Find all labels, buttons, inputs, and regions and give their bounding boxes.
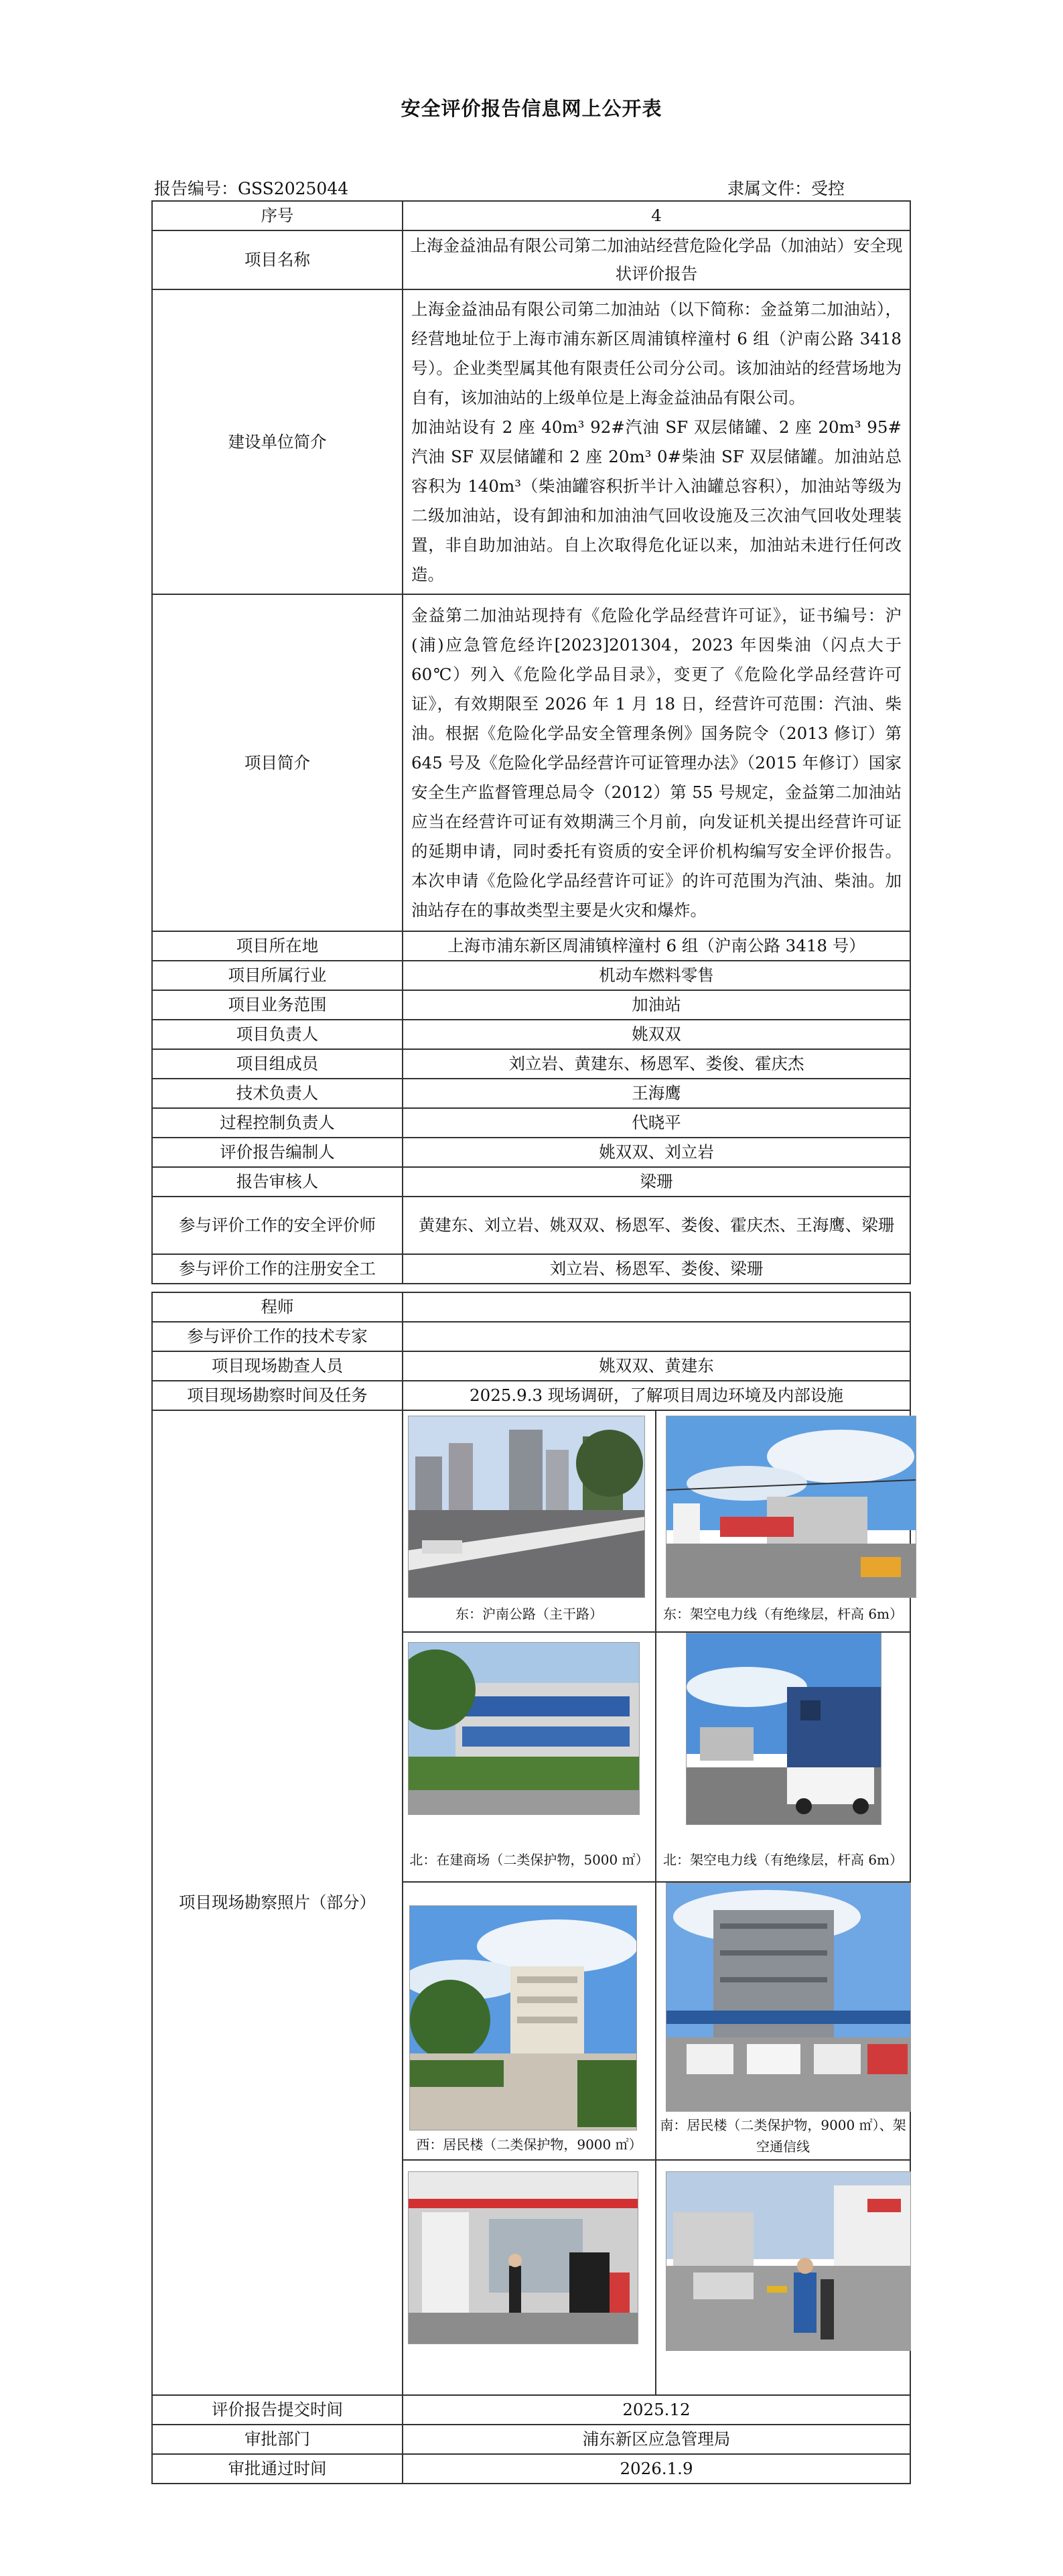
table-row xyxy=(152,201,910,230)
table-row xyxy=(152,2425,910,2454)
photo-east-power-line xyxy=(666,1416,916,1598)
row-value: 加油站 xyxy=(403,990,910,1020)
row-label: 项目简介 xyxy=(152,594,403,931)
photo-west-residential xyxy=(409,1905,637,2130)
table-row xyxy=(152,931,910,961)
row-value: 2025.9.3 现场调研，了解项目周边环境及内部设施 xyxy=(403,1381,910,1410)
row-value: 姚双双、黄建东 xyxy=(403,1351,910,1381)
photo-north-power-line xyxy=(686,1633,881,1825)
photo-cell xyxy=(403,1633,656,1883)
row-label: 参与评价工作的安全评价师 xyxy=(152,1197,403,1254)
row-label: 过程控制负责人 xyxy=(152,1108,403,1138)
row-value: 姚双双、刘立岩 xyxy=(403,1138,910,1167)
photo-station-interior xyxy=(408,2171,638,2344)
builder-intro-p2: 加油站设有 2 座 40m³ 92#汽油 SF 双层储罐、2 座 20m³ 95#汽油 SF 双层储罐和 2 座 20m³ 0#柴油 SF 双层储罐。加油站总容积为 140m³（柴油罐容积折半计入油罐总容积），加油站等级为二级加油站，设有卸油和加油油气回收设施及三次油气回收处理装置，非自助加油站。自上次取得危化证以来，加油站未进行任何改造。 xyxy=(411,417,902,584)
photo-north-mall xyxy=(408,1642,640,1815)
row-value: 金益第二加油站现持有《危险化学品经营许可证》，证书编号：沪(浦)应急管危经许[2023]201304，2023 年因柴油（闪点大于 60℃）列入《危险化学品目录》，变更了《危险化学品经营许可证》，有效期限至 2026 年 1 月 18 日，经营许可范围：汽油、柴油。根据《危险化学品安全管理条例》国务院令（2013 修订）第 645 号及《危险化学品经营许可证管理办法》（2015 年修订）国家安全生产监督管理总局令（2012）第 55 号规定，金益第二加油站应当在经营许可证有效期满三个月前，向发证机关提出经营许可证的延期申请，同时委托有资质的安全评价机构编写安全评价报告。本次申请《危险化学品经营许可证》的许可范围为汽油、柴油。加油站存在的事故类型主要是火灾和爆炸。 xyxy=(403,594,910,931)
photo-station-worker-image xyxy=(666,2172,910,2350)
row-value: 刘立岩、黄建东、杨恩军、娄俊、霍庆杰 xyxy=(403,1049,910,1079)
info-table-1 xyxy=(151,200,911,1284)
row-value: 姚双双 xyxy=(403,1020,910,1049)
photo-caption: 西：居民楼（二类保护物，9000 ㎡） xyxy=(416,2137,642,2153)
row-value xyxy=(403,1322,910,1351)
row-value: 代晓平 xyxy=(403,1108,910,1138)
row-label: 项目业务范围 xyxy=(152,990,403,1020)
row-label: 评价报告编制人 xyxy=(152,1138,403,1167)
row-value: 2025.12 xyxy=(403,2395,910,2425)
table-row xyxy=(152,1254,910,1284)
table-row xyxy=(152,1322,910,1351)
photo-cell xyxy=(403,1883,656,2161)
photo-caption: 北：在建商场（二类保护物，5000 ㎡） xyxy=(409,1852,649,1868)
table-row xyxy=(152,2395,910,2425)
photo-cell xyxy=(403,1411,656,1633)
row-value xyxy=(403,289,910,594)
table-row xyxy=(152,2454,910,2484)
row-label: 序号 xyxy=(152,201,403,230)
table-row xyxy=(152,1197,910,1254)
photo-cell xyxy=(656,1411,910,1633)
table-row xyxy=(152,594,910,931)
table-row xyxy=(152,1079,910,1108)
row-label: 参与评价工作的注册安全工 xyxy=(152,1254,403,1284)
builder-intro-p1: 上海金益油品有限公司第二加油站（以下简称：金益第二加油站），经营地址位于上海市浦东新区周浦镇梓潼村 6 组（沪南公路 3418 号）。企业类型属其他有限责任公司分公司。该加油站的经营场地为自有，该加油站的上级单位是上海金益油品有限公司。 xyxy=(411,299,902,407)
row-value: 浦东新区应急管理局 xyxy=(403,2425,910,2454)
table-row xyxy=(152,230,910,289)
row-label: 审批通过时间 xyxy=(152,2454,403,2484)
photo-east-road-image xyxy=(409,1416,644,1597)
row-label: 项目现场勘察照片（部分） xyxy=(152,1410,403,2395)
photo-grid-cell xyxy=(403,1410,910,2395)
photo-cell xyxy=(403,2161,656,2394)
row-label: 项目名称 xyxy=(152,230,403,289)
photo-station-interior-image xyxy=(409,2172,638,2344)
row-value: 黄建东、刘立岩、姚双双、杨恩军、娄俊、霍庆杰、王海鹰、梁珊 xyxy=(403,1197,910,1254)
photo-cell xyxy=(656,1883,910,2161)
photo-south-residential xyxy=(666,1883,911,2112)
photo-west-residential-image xyxy=(410,1906,636,2130)
row-value: 机动车燃料零售 xyxy=(403,961,910,990)
photo-north-mall-image xyxy=(409,1643,639,1814)
row-label: 审批部门 xyxy=(152,2425,403,2454)
file-type: 隶属文件：受控 xyxy=(727,179,845,198)
row-value: 2026.1.9 xyxy=(403,2454,910,2484)
photo-caption: 东：沪南公路（主干路） xyxy=(455,1606,603,1622)
photo-caption: 南：居民楼（二类保护物，9000 ㎡）、架空通信线 xyxy=(660,2117,906,2155)
row-label: 程师 xyxy=(152,1292,403,1322)
row-label: 项目所在地 xyxy=(152,931,403,961)
row-label: 技术负责人 xyxy=(152,1079,403,1108)
row-value: 4 xyxy=(403,201,910,230)
row-value: 刘立岩、杨恩军、娄俊、梁珊 xyxy=(403,1254,910,1284)
photo-caption: 东：架空电力线（有绝缘层，杆高 6m） xyxy=(662,1606,904,1622)
table-row xyxy=(152,990,910,1020)
row-label: 项目现场勘查人员 xyxy=(152,1351,403,1381)
row-value: 上海金益油品有限公司第二加油站经营危险化学品（加油站）安全现状评价报告 xyxy=(403,230,910,289)
table-row xyxy=(152,1138,910,1167)
table-row xyxy=(152,1292,910,1322)
photo-east-power-line-image xyxy=(666,1416,916,1597)
table-row xyxy=(152,1381,910,1410)
row-value: 王海鹰 xyxy=(403,1079,910,1108)
row-label: 参与评价工作的技术专家 xyxy=(152,1322,403,1351)
table-row xyxy=(152,289,910,594)
table-row xyxy=(152,1351,910,1381)
row-label: 建设单位简介 xyxy=(152,289,403,594)
row-label: 项目组成员 xyxy=(152,1049,403,1079)
photo-south-residential-image xyxy=(666,1883,910,2111)
row-value: 上海市浦东新区周浦镇梓潼村 6 组（沪南公路 3418 号） xyxy=(403,931,910,961)
row-value xyxy=(403,1292,910,1322)
photo-grid xyxy=(403,1411,910,2394)
photo-cell xyxy=(656,1633,910,1883)
report-number: 报告编号：GSS2025044 xyxy=(154,179,349,198)
row-label: 项目现场勘察时间及任务 xyxy=(152,1381,403,1410)
table-row xyxy=(152,1049,910,1079)
photo-cell xyxy=(656,2161,910,2394)
row-label: 项目负责人 xyxy=(152,1020,403,1049)
table-row xyxy=(152,1167,910,1197)
row-label: 报告审核人 xyxy=(152,1167,403,1197)
photo-station-worker xyxy=(666,2171,911,2351)
row-value: 梁珊 xyxy=(403,1167,910,1197)
page-title: 安全评价报告信息网上公开表 xyxy=(401,97,662,120)
row-label: 评价报告提交时间 xyxy=(152,2395,403,2425)
table-row xyxy=(152,1108,910,1138)
photo-east-road xyxy=(408,1416,645,1598)
photo-north-power-line-image xyxy=(687,1633,881,1824)
table-row xyxy=(152,1410,910,2395)
photo-caption: 北：架空电力线（有绝缘层，杆高 6m） xyxy=(662,1852,904,1868)
table-row xyxy=(152,961,910,990)
table-row xyxy=(152,1020,910,1049)
row-label: 项目所属行业 xyxy=(152,961,403,990)
info-table-2 xyxy=(151,1292,911,2484)
